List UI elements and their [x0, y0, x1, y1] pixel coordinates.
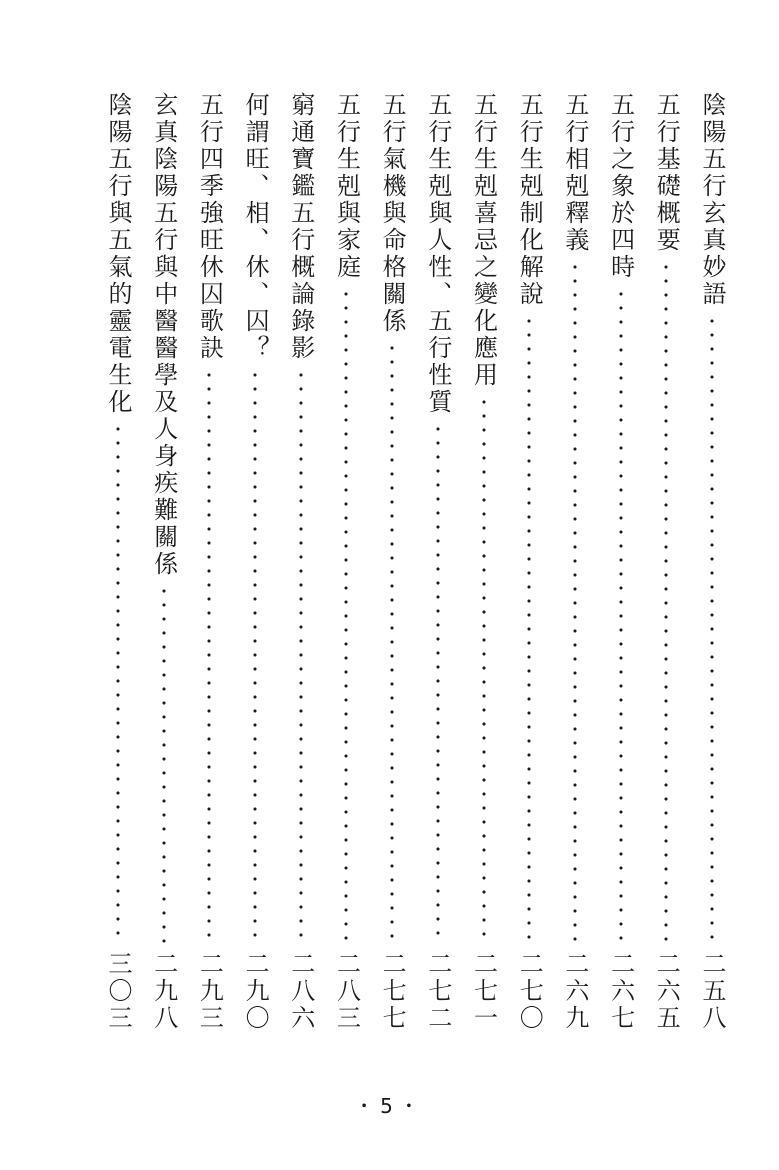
dot-leader	[619, 287, 623, 945]
dot-leader	[527, 314, 531, 945]
dot-leader	[664, 260, 668, 945]
toc-entry-page: 二六五	[652, 951, 681, 1032]
toc-entry[interactable]	[648, 92, 684, 1032]
toc-entry-page: 二六七	[606, 951, 635, 1032]
toc-entry-title: 窮通寶鑑五行概論錄影	[286, 92, 315, 362]
page-number: ・5・	[354, 1094, 425, 1118]
toc-entry[interactable]	[420, 92, 456, 1032]
dot-leader	[162, 584, 166, 945]
dot-leader	[436, 422, 440, 945]
toc-entry[interactable]	[283, 92, 319, 1032]
toc-entry-title: 五行氣機與命格關係	[378, 92, 407, 335]
toc-entry-page: 二七一	[469, 951, 498, 1032]
toc-entry-title: 五行生剋制化解說	[515, 92, 544, 308]
toc-entry-title: 五行基礎概要	[652, 92, 681, 254]
dot-leader	[116, 422, 120, 945]
dot-leader	[710, 314, 714, 945]
toc-entry[interactable]	[466, 92, 502, 1032]
toc-entry-title: 何謂旺、相、休、囚？	[241, 92, 270, 362]
toc-entry-page: 三〇三	[104, 951, 132, 1032]
toc-entry-title: 五行生剋與家庭	[332, 92, 361, 281]
dot-leader	[253, 368, 257, 945]
toc-entry[interactable]	[511, 92, 547, 1032]
toc-entry-page: 二九八	[149, 951, 178, 1032]
toc-entry-page: 二九三	[195, 951, 224, 1032]
toc-entry[interactable]	[100, 92, 136, 1032]
toc-entry[interactable]	[237, 92, 273, 1032]
toc-entry-title: 陰陽五行與五氣的靈電生化	[104, 92, 132, 416]
toc-entry-title: 五行生剋與人性、五行性質	[423, 92, 452, 416]
toc-entry-title: 五行生剋喜忌之變化應用	[469, 92, 498, 389]
toc-entry[interactable]	[603, 92, 639, 1032]
dot-leader	[299, 368, 303, 945]
toc-entry-title: 五行之象於四時	[606, 92, 635, 281]
toc-entry-page: 二六九	[560, 951, 589, 1032]
table-of-contents	[100, 92, 730, 1032]
toc-entry-page: 二七〇	[515, 951, 544, 1032]
toc-entry-page: 二八三	[332, 951, 361, 1032]
dot-leader	[573, 260, 577, 945]
toc-entry-title: 五行四季強旺休囚歌訣	[195, 92, 224, 362]
toc-entry-page: 二八六	[286, 951, 315, 1032]
toc-entry-title: 五行相剋釋義	[560, 92, 589, 254]
toc-entry-page: 二五八	[697, 951, 726, 1032]
dot-leader	[390, 341, 394, 945]
toc-entry[interactable]	[557, 92, 593, 1032]
dot-leader	[482, 395, 486, 945]
toc-entry-page: 二七二	[423, 951, 452, 1032]
toc-entry-title: 陰陽五行玄真妙語	[697, 92, 726, 308]
toc-entry[interactable]	[694, 92, 730, 1032]
dot-leader	[207, 368, 211, 945]
toc-entry[interactable]	[191, 92, 227, 1032]
toc-entry-page: 二九〇	[241, 951, 270, 1032]
toc-entry-page: 二七七	[378, 951, 407, 1032]
toc-entry-title: 玄真陰陽五行與中醫醫學及人身疾難關係	[149, 92, 178, 578]
toc-entry[interactable]	[374, 92, 410, 1032]
toc-entry[interactable]	[328, 92, 364, 1032]
toc-entry[interactable]	[146, 92, 182, 1032]
dot-leader	[344, 287, 348, 945]
